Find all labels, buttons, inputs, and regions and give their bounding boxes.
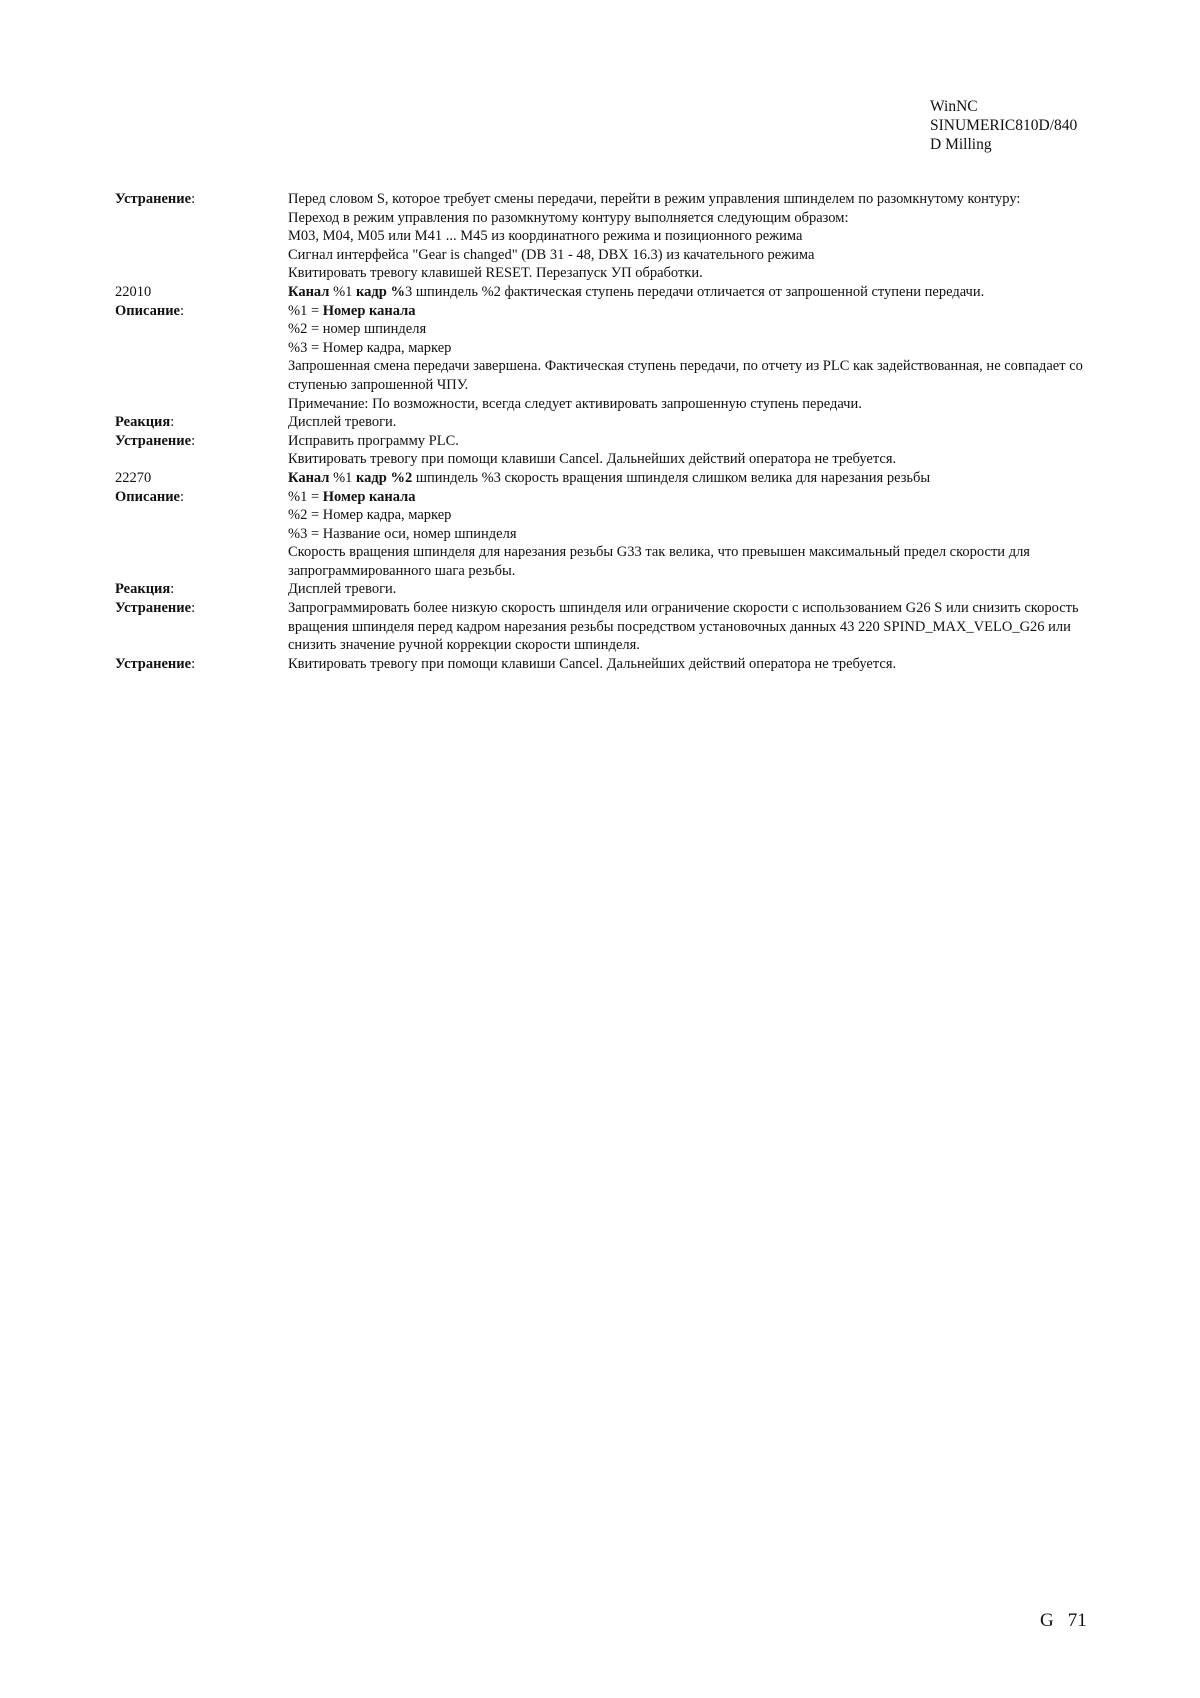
alarm-number: 22270 — [115, 469, 152, 486]
remedy-label: Устранение: — [115, 191, 196, 207]
alarm-remedy: Квитировать тревогу при помощи клавиши Cancel. Дальнейших действий оператора не требуется. — [288, 655, 897, 672]
header-line-product: WinNC — [930, 98, 978, 115]
header-line-variant: D Milling — [930, 136, 992, 153]
alarm-22010-description-row — [115, 302, 1115, 414]
alarm-title: Канал %1 кадр %3 шпиндель %2 фактическая ступень передачи отличается от запрошенной ступени передачи. — [288, 283, 985, 300]
alarm-22270-remedy2-row — [115, 655, 1115, 674]
alarm-number: 22010 — [115, 283, 152, 300]
description-line: Примечание: По возможности, всегда следует активировать запрошенную ступень передачи. — [288, 395, 862, 412]
alarm-22270-description-row — [115, 488, 1115, 581]
description-label: Описание: — [115, 488, 185, 505]
page-number: 71 — [1067, 1610, 1087, 1631]
reaction-label: Реакция: — [115, 414, 175, 431]
alarm-remedy — [288, 432, 1115, 469]
remedy-line: Перед словом S, которое требует смены передачи, перейти в режим управления шпинделем по разомкнутому контуру: — [288, 191, 1021, 207]
alarm-22270-remedy-row — [115, 599, 1115, 655]
alarm-22270-reaction-row — [115, 580, 1115, 599]
remedy-label: Устранение: — [115, 432, 196, 449]
description-line: Скорость вращения шпинделя для нарезания резьбы G33 так велика, что превышен максимальный предел скорости для запрограммированного шага резьбы. — [288, 544, 1030, 579]
description-line: %1 = Номер канала — [288, 302, 416, 319]
alarm-22010-title-row — [115, 283, 1115, 302]
header-line-control: SINUMERIC810D/840 — [930, 117, 1078, 134]
alarm-description — [288, 302, 1115, 414]
remedy-line: M03, M04, M05 или M41 ... M45 из координатного режима и позиционного режима — [288, 228, 803, 245]
block0-remedy-text — [288, 190, 1115, 283]
alarm-list — [115, 190, 1115, 673]
remedy-line: Квитировать тревогу при помощи клавиши Cancel. Дальнейших действий оператора не требуется. — [288, 451, 897, 468]
remedy-label: Устранение: — [115, 655, 196, 672]
remedy-line: Переход в режим управления по разомкнутому контуру выполняется следующим образом: — [288, 209, 849, 226]
reaction-label: Реакция: — [115, 581, 175, 598]
alarm-remedy — [288, 599, 1115, 655]
description-line: %3 = Название оси, номер шпинделя — [288, 525, 517, 542]
section-letter: G — [1040, 1610, 1054, 1631]
alarm-22270-title-row — [115, 469, 1115, 488]
alarm-description — [288, 488, 1115, 581]
description-line: %1 = Номер канала — [288, 488, 416, 505]
remedy-line: Исправить программу PLC. — [288, 432, 459, 449]
alarm-title: Канал %1 кадр %2 шпиндель %3 скорость вращения шпинделя слишком велика для нарезания резьбы — [288, 469, 931, 486]
alarm-reaction: Дисплей тревоги. — [288, 581, 397, 598]
page-header — [930, 97, 1077, 154]
remedy-line: Запрограммировать более низкую скорость шпинделя или ограничение скорости с использованием G26 S или снизить скорость вращения шпинделя перед кадром нарезания резьбы посредством установочных данных 43 220 SPIND_MAX_VELO_G26 или снизить значение ручной коррекции скорости шпинделя. — [288, 600, 1079, 654]
alarm-reaction: Дисплей тревоги. — [288, 414, 397, 431]
description-line: %2 = Номер кадра, маркер — [288, 507, 452, 524]
remedy-line: Сигнал интерфейса "Gear is changed" (DB 31 - 48, DBX 16.3) из качательного режима — [288, 246, 815, 263]
description-line: %3 = Номер кадра, маркер — [288, 339, 452, 356]
description-line: %2 = номер шпинделя — [288, 321, 427, 338]
remedy-line: Квитировать тревогу клавишей RESET. Перезапуск УП обработки. — [288, 265, 703, 282]
description-line: Запрошенная смена передачи завершена. Фактическая ступень передачи, по отчету из PLC как задействованная, не совпадает со ступенью запрошенной ЧПУ. — [288, 358, 1083, 393]
description-label: Описание: — [115, 302, 185, 319]
alarm-22010-remedy-row — [115, 432, 1115, 469]
block0-remedy-row — [115, 190, 1115, 283]
remedy-label: Устранение: — [115, 600, 196, 617]
page-footer — [1040, 1610, 1087, 1632]
alarm-22010-reaction-row — [115, 413, 1115, 432]
